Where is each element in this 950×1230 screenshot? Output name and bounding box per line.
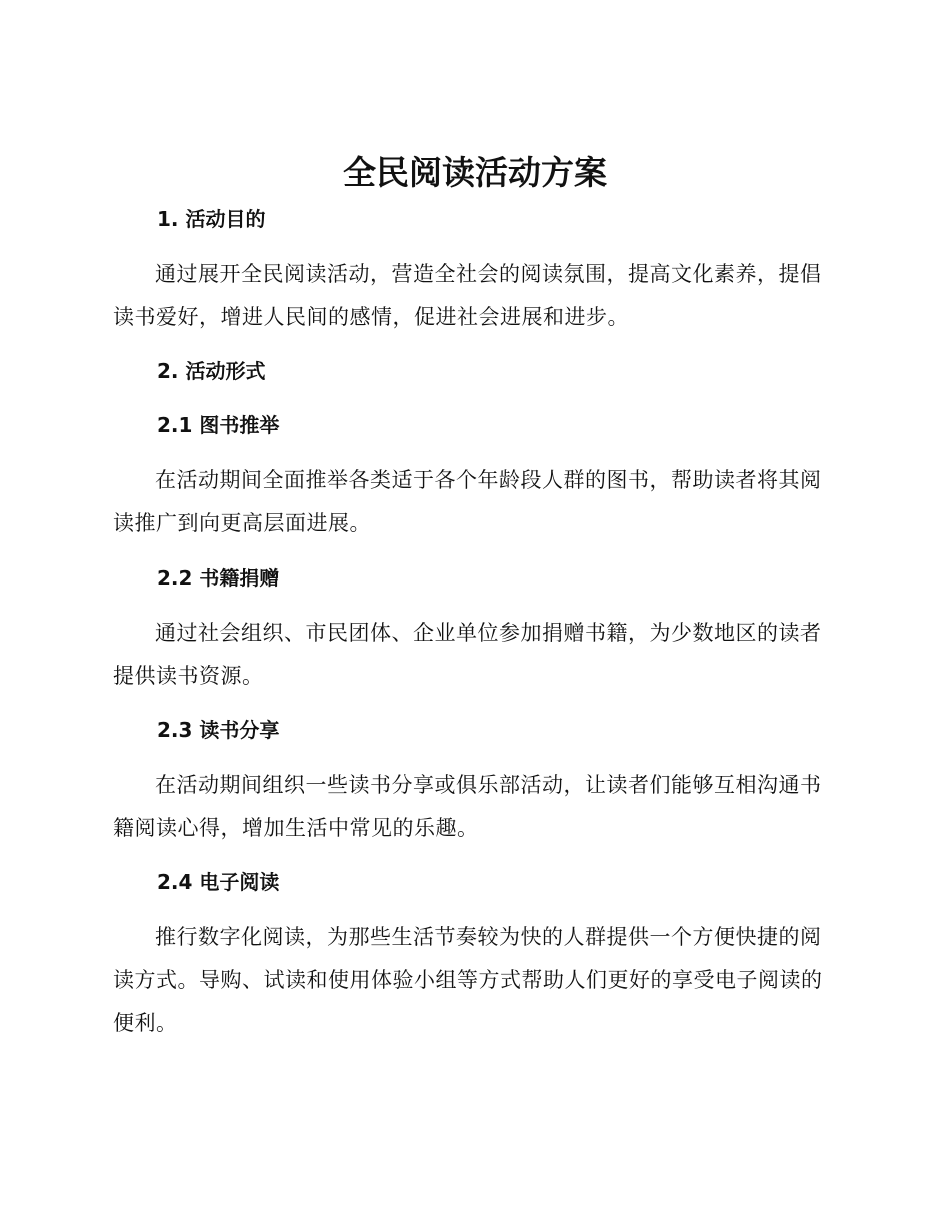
section-heading-book-recommendation: 2.1 图书推举 [157, 413, 280, 437]
section-paragraph-purpose: 通过展开全民阅读活动，营造全社会的阅读氛围，提高文化素养，提倡读书爱好，增进人民间的感情，促进社会进展和进步。 [113, 262, 822, 329]
section-paragraph-book-donation: 通过社会组织、市民团体、企业单位参加捐赠书籍，为少数地区的读者提供读书资源。 [113, 621, 822, 688]
section-heading-purpose: 1. 活动目的 [157, 207, 266, 231]
document-title: 全民阅读活动方案 [343, 153, 607, 192]
section-heading-book-donation: 2.2 书籍捐赠 [157, 566, 280, 590]
section-paragraph-reading-sharing: 在活动期间组织一些读书分享或俱乐部活动，让读者们能够互相沟通书籍阅读心得，增加生活中常见的乐趣。 [113, 773, 822, 840]
section-paragraph-e-reading: 推行数字化阅读，为那些生活节奏较为快的人群提供一个方便快捷的阅读方式。导购、试读和使用体验小组等方式帮助人们更好的享受电子阅读的便利。 [113, 925, 823, 1035]
section-paragraph-book-recommendation: 在活动期间全面推举各类适于各个年龄段人群的图书，帮助读者将其阅读推广到向更高层面进展。 [113, 468, 822, 535]
section-heading-format: 2. 活动形式 [157, 359, 266, 383]
section-heading-e-reading: 2.4 电子阅读 [157, 870, 280, 894]
section-heading-reading-sharing: 2.3 读书分享 [157, 718, 280, 742]
